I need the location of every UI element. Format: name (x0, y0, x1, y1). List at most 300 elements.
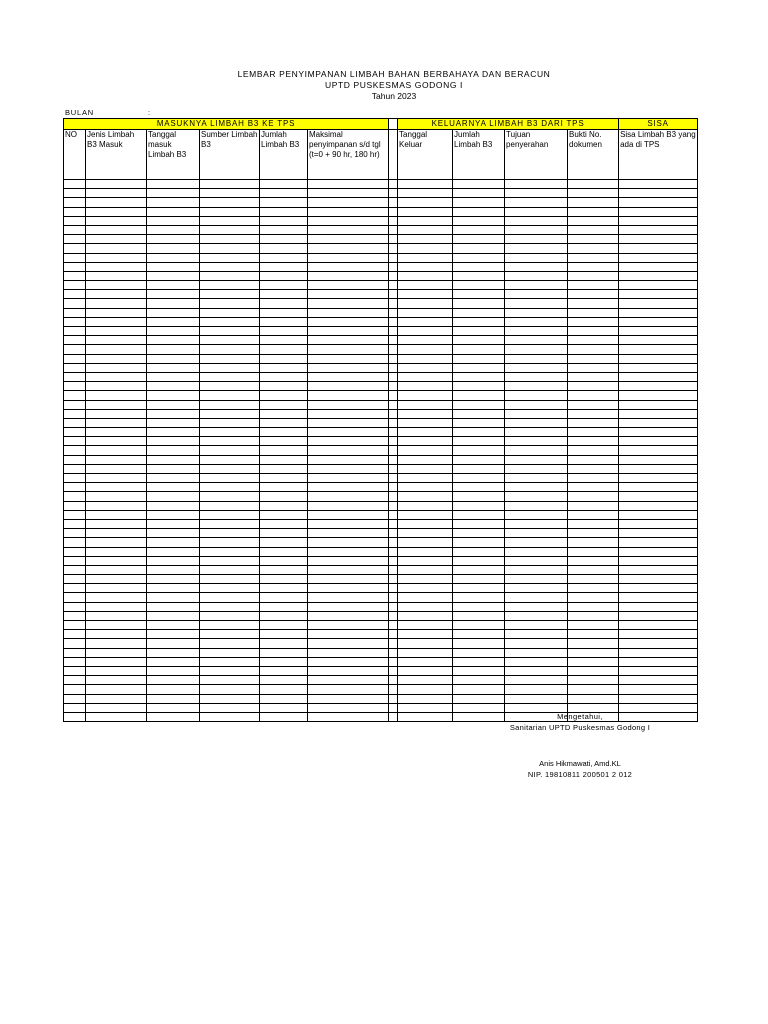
table-cell (86, 244, 147, 253)
table-cell (398, 271, 453, 280)
table-cell (308, 565, 389, 574)
table-cell (453, 657, 505, 666)
table-cell (568, 281, 619, 290)
table-cell (505, 345, 568, 354)
table-cell (86, 529, 147, 538)
table-cell (619, 290, 698, 299)
table-cell (200, 501, 260, 510)
table-row (64, 198, 698, 207)
table-cell (389, 703, 398, 712)
table-cell (86, 437, 147, 446)
table-row (64, 510, 698, 519)
table-cell (308, 694, 389, 703)
table-cell (200, 565, 260, 574)
table-cell (389, 547, 398, 556)
table-cell (619, 694, 698, 703)
table-cell (86, 391, 147, 400)
table-cell (200, 529, 260, 538)
table-cell (398, 262, 453, 271)
table-cell (200, 593, 260, 602)
table-cell (453, 584, 505, 593)
table-cell (398, 538, 453, 547)
table-cell (260, 235, 308, 244)
table-cell (389, 409, 398, 418)
table-row (64, 253, 698, 262)
table-cell (147, 400, 200, 409)
table-cell (453, 428, 505, 437)
table-cell (619, 474, 698, 483)
table-cell (398, 464, 453, 473)
table-cell (64, 253, 86, 262)
table-cell (200, 584, 260, 593)
table-cell (200, 418, 260, 427)
table-cell (398, 529, 453, 538)
table-cell (398, 189, 453, 198)
table-cell (64, 372, 86, 381)
table-cell (200, 657, 260, 666)
table-cell (86, 216, 147, 225)
table-cell (200, 556, 260, 565)
table-cell (453, 391, 505, 400)
table-cell (260, 492, 308, 501)
table-cell (619, 657, 698, 666)
table-cell (453, 400, 505, 409)
table-row (64, 372, 698, 381)
table-cell (260, 262, 308, 271)
table-row (64, 345, 698, 354)
table-cell (200, 400, 260, 409)
table-cell (147, 519, 200, 528)
table-cell (200, 216, 260, 225)
table-cell (86, 262, 147, 271)
table-cell (619, 281, 698, 290)
table-cell (453, 556, 505, 565)
table-cell (200, 575, 260, 584)
table-cell (308, 198, 389, 207)
table-cell (619, 418, 698, 427)
table-cell (389, 630, 398, 639)
table-cell (619, 437, 698, 446)
table-cell (64, 694, 86, 703)
table-cell (505, 602, 568, 611)
table-cell (453, 529, 505, 538)
table-cell (398, 382, 453, 391)
table-cell (147, 694, 200, 703)
table-cell (260, 216, 308, 225)
table-cell (260, 455, 308, 464)
table-cell (389, 244, 398, 253)
table-cell (505, 327, 568, 336)
table-cell (389, 363, 398, 372)
table-cell (398, 630, 453, 639)
group-masuk: MASUKNYA LIMBAH B3 KE TPS (64, 119, 389, 130)
table-cell (568, 308, 619, 317)
table-cell (86, 630, 147, 639)
table-cell (389, 621, 398, 630)
table-cell (619, 400, 698, 409)
table-cell (64, 354, 86, 363)
table-cell (86, 198, 147, 207)
table-cell (568, 409, 619, 418)
table-cell (86, 180, 147, 189)
table-cell (260, 207, 308, 216)
table-cell (86, 308, 147, 317)
table-cell (568, 464, 619, 473)
table-cell (308, 474, 389, 483)
table-row (64, 418, 698, 427)
table-cell (147, 290, 200, 299)
table-cell (389, 216, 398, 225)
table-row (64, 676, 698, 685)
table-cell (505, 455, 568, 464)
table-cell (64, 593, 86, 602)
table-cell (260, 198, 308, 207)
table-cell (64, 409, 86, 418)
table-cell (86, 648, 147, 657)
table-cell (260, 584, 308, 593)
table-cell (147, 372, 200, 381)
table-cell (389, 271, 398, 280)
table-cell (147, 483, 200, 492)
table-cell (64, 501, 86, 510)
table-cell (453, 639, 505, 648)
table-cell (86, 685, 147, 694)
table-cell (64, 299, 86, 308)
table-cell (389, 262, 398, 271)
table-cell (453, 216, 505, 225)
table-cell (260, 483, 308, 492)
table-cell (64, 611, 86, 620)
table-cell (200, 327, 260, 336)
table-cell (505, 262, 568, 271)
table-cell (200, 510, 260, 519)
table-cell (398, 648, 453, 657)
table-cell (398, 418, 453, 427)
table-cell (619, 198, 698, 207)
table-cell (568, 354, 619, 363)
table-cell (86, 207, 147, 216)
table-cell (505, 501, 568, 510)
table-cell (308, 253, 389, 262)
table-cell (619, 317, 698, 326)
table-cell (453, 207, 505, 216)
table-cell (619, 676, 698, 685)
table-cell (568, 216, 619, 225)
table-cell (505, 299, 568, 308)
table-row (64, 180, 698, 189)
table-row (64, 207, 698, 216)
table-cell (398, 685, 453, 694)
table-cell (568, 621, 619, 630)
table-cell (64, 198, 86, 207)
table-cell (308, 584, 389, 593)
table-cell (200, 639, 260, 648)
table-cell (619, 685, 698, 694)
table-cell (308, 538, 389, 547)
table-cell (260, 621, 308, 630)
table-cell (505, 235, 568, 244)
table-cell (64, 666, 86, 675)
table-cell (505, 666, 568, 675)
table-cell (619, 244, 698, 253)
table-cell (505, 464, 568, 473)
table-cell (453, 235, 505, 244)
table-cell (260, 712, 308, 721)
table-cell (505, 575, 568, 584)
table-cell (200, 703, 260, 712)
table-cell (389, 685, 398, 694)
table-cell (64, 483, 86, 492)
table-cell (453, 382, 505, 391)
table-cell (453, 437, 505, 446)
table-row (64, 556, 698, 565)
table-cell (147, 235, 200, 244)
table-cell (619, 180, 698, 189)
table-row (64, 189, 698, 198)
table-cell (453, 271, 505, 280)
table-cell (389, 391, 398, 400)
table-cell (505, 409, 568, 418)
table-cell (398, 694, 453, 703)
table-cell (505, 308, 568, 317)
table-cell (389, 428, 398, 437)
table-cell (308, 290, 389, 299)
table-cell (453, 575, 505, 584)
table-cell (389, 639, 398, 648)
table-cell (453, 363, 505, 372)
table-cell (200, 235, 260, 244)
table-cell (260, 694, 308, 703)
table-cell (64, 510, 86, 519)
table-cell (619, 271, 698, 280)
table-cell (398, 290, 453, 299)
table-cell (308, 391, 389, 400)
table-cell (453, 483, 505, 492)
table-row (64, 547, 698, 556)
table-cell (64, 639, 86, 648)
table-cell (453, 253, 505, 262)
col-jenis-limbah: Jenis Limbah B3 Masuk (86, 130, 147, 180)
table-cell (568, 510, 619, 519)
table-cell (260, 428, 308, 437)
table-cell (86, 712, 147, 721)
table-cell (505, 354, 568, 363)
table-cell (389, 354, 398, 363)
table-cell (147, 685, 200, 694)
table-cell (453, 602, 505, 611)
table-cell (308, 666, 389, 675)
table-cell (147, 648, 200, 657)
table-cell (147, 271, 200, 280)
table-cell (86, 428, 147, 437)
table-cell (147, 428, 200, 437)
table-cell (200, 299, 260, 308)
table-cell (308, 657, 389, 666)
table-cell (568, 207, 619, 216)
table-cell (86, 400, 147, 409)
table-cell (64, 400, 86, 409)
table-cell (389, 657, 398, 666)
table-cell (308, 428, 389, 437)
table-cell (64, 529, 86, 538)
table-cell (398, 391, 453, 400)
table-cell (389, 437, 398, 446)
table-cell (260, 666, 308, 675)
table-cell (619, 372, 698, 381)
table-cell (86, 327, 147, 336)
table-cell (568, 657, 619, 666)
table-cell (147, 189, 200, 198)
table-cell (86, 621, 147, 630)
table-cell (453, 547, 505, 556)
table-cell (308, 235, 389, 244)
table-cell (308, 216, 389, 225)
table-cell (568, 235, 619, 244)
table-cell (260, 308, 308, 317)
table-cell (619, 382, 698, 391)
table-cell (86, 483, 147, 492)
table-cell (86, 602, 147, 611)
table-cell (86, 565, 147, 574)
table-cell (147, 299, 200, 308)
table-cell (398, 363, 453, 372)
table-cell (260, 593, 308, 602)
table-row (64, 602, 698, 611)
table-cell (619, 639, 698, 648)
table-cell (619, 428, 698, 437)
table-cell (619, 464, 698, 473)
table-cell (64, 327, 86, 336)
table-cell (147, 281, 200, 290)
table-cell (453, 317, 505, 326)
table-cell (308, 372, 389, 381)
table-cell (86, 336, 147, 345)
table-cell (147, 207, 200, 216)
table-cell (260, 354, 308, 363)
table-cell (260, 271, 308, 280)
table-row (64, 630, 698, 639)
table-cell (568, 262, 619, 271)
table-row (64, 519, 698, 528)
table-cell (568, 180, 619, 189)
signature-nip: NIP. 19810811 200501 2 012 (527, 770, 633, 779)
table-cell (568, 666, 619, 675)
table-cell (86, 510, 147, 519)
table-cell (200, 712, 260, 721)
table-row (64, 262, 698, 271)
table-cell (453, 492, 505, 501)
table-cell (200, 483, 260, 492)
table-cell (453, 418, 505, 427)
signature-role: Sanitarian UPTD Puskesmas Godong I (509, 723, 651, 732)
signature-name: Anis Hikmawati, Amd.KL (539, 759, 621, 768)
table-cell (619, 253, 698, 262)
table-cell (568, 290, 619, 299)
table-cell (568, 271, 619, 280)
table-cell (398, 703, 453, 712)
table-cell (64, 584, 86, 593)
table-cell (505, 363, 568, 372)
table-cell (86, 694, 147, 703)
table-cell (64, 602, 86, 611)
table-cell (260, 244, 308, 253)
table-cell (86, 290, 147, 299)
table-cell (568, 363, 619, 372)
table-cell (260, 676, 308, 685)
table-row (64, 281, 698, 290)
table-cell (619, 189, 698, 198)
table-cell (308, 621, 389, 630)
table-cell (505, 372, 568, 381)
table-cell (453, 290, 505, 299)
table-cell (505, 391, 568, 400)
bulan-label: BULAN (65, 108, 95, 117)
table-cell (308, 299, 389, 308)
table-cell (86, 225, 147, 234)
table-cell (398, 281, 453, 290)
table-cell (147, 216, 200, 225)
table-cell (505, 529, 568, 538)
table-cell (568, 519, 619, 528)
table-cell (389, 418, 398, 427)
table-cell (389, 446, 398, 455)
table-cell (619, 483, 698, 492)
table-cell (619, 556, 698, 565)
table-cell (147, 501, 200, 510)
table-cell (568, 474, 619, 483)
table-cell (147, 676, 200, 685)
table-cell (389, 235, 398, 244)
table-cell (568, 345, 619, 354)
table-cell (453, 666, 505, 675)
table-cell (260, 281, 308, 290)
table-cell (64, 464, 86, 473)
table-cell (147, 703, 200, 712)
table-cell (568, 492, 619, 501)
table-cell (389, 189, 398, 198)
table-cell (260, 418, 308, 427)
table-cell (389, 281, 398, 290)
table-cell (86, 538, 147, 547)
table-cell (308, 575, 389, 584)
table-cell (308, 400, 389, 409)
table-cell (147, 244, 200, 253)
table-cell (389, 372, 398, 381)
group-gap (389, 119, 398, 130)
table-row (64, 308, 698, 317)
table-row (64, 685, 698, 694)
table-cell (568, 455, 619, 464)
table-row (64, 446, 698, 455)
table-cell (308, 630, 389, 639)
table-cell (308, 712, 389, 721)
document-title: LEMBAR PENYIMPANAN LIMBAH BAHAN BERBAHAYA DAN BERACUN (237, 69, 551, 79)
table-cell (147, 464, 200, 473)
table-cell (86, 666, 147, 675)
table-cell (453, 648, 505, 657)
table-cell (453, 538, 505, 547)
table-cell (86, 363, 147, 372)
table-cell (200, 492, 260, 501)
table-cell (86, 345, 147, 354)
table-cell (86, 556, 147, 565)
table-cell (568, 372, 619, 381)
table-row (64, 474, 698, 483)
table-cell (389, 556, 398, 565)
table-cell (505, 492, 568, 501)
table-cell (505, 685, 568, 694)
table-cell (389, 611, 398, 620)
